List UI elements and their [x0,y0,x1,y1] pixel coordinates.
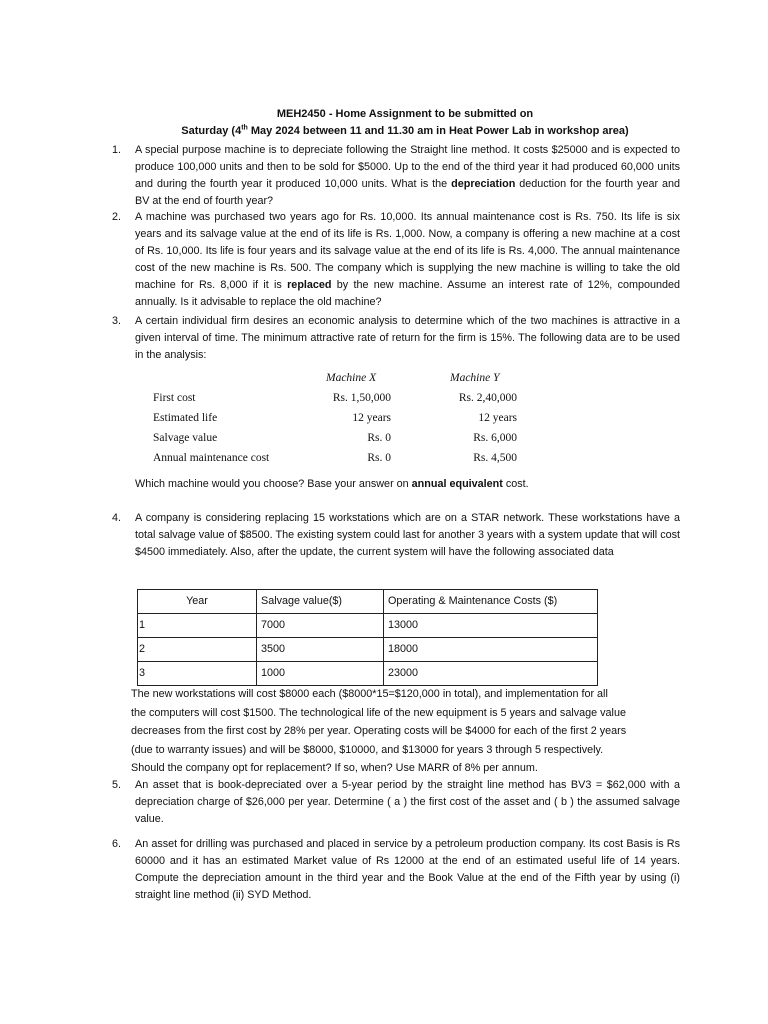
table-header-row [138,590,598,614]
cell-machine-x: Rs. 0 [367,432,391,444]
text-line: decreases from the first cost by 28% per year. Operating costs will be $4000 for each of the first 2 years [131,725,627,737]
table-row [153,390,523,410]
question-number: 4. [112,512,122,524]
question-text [135,209,680,311]
q2-text-b: by the new machine. Assume an interest rate of 12%, compounded annually. Is it advisable to replace the old machine? [135,279,680,308]
table-header-row [153,370,523,390]
cell-om-cost: 13000 [384,614,598,638]
row-label: First cost [153,392,196,404]
q1-bold: depreciation [451,178,516,190]
cell-year: 1 [138,614,257,638]
table-row [153,410,523,430]
workstation-data-table [137,589,598,686]
q3-after-b: cost. [502,478,529,490]
subtitle-sup: th [241,124,248,132]
text-line: the computers will cost $1500. The technological life of the new equipment is 5 years and salvage value [131,706,626,719]
cell-machine-y: Rs. 4,500 [473,452,517,464]
cell-machine-x: 12 years [352,412,391,424]
question-text: A company is considering replacing 15 workstations which are on a STAR network. These workstations have a total salvage value of $8500. The existing system could last for another 3 years with a system update that will cost $4500 immediately. Also, after the update, the current system will have the following associated data [135,512,680,558]
question-text: An asset that is book-depreciated over a 5-year period by the straight line method has BV3 = $62,000 with a depreciation charge of $26,000 per year. Determine ( a ) the first cost of the asset and ( b ) the assumed salvage value. [135,779,680,825]
subtitle-pre: Saturday (4 [181,125,242,137]
question-4-followup [131,685,691,778]
question-text: An asset for drilling was purchased and placed in service by a petroleum production company. Its cost Basis is Rs 60000 and it has an estimated Market value of Rs 12000 at the end of an estimated useful life of 14 years. Compute the depreciation amount in the third year and the Book Value at the end of the Fifth year by using (i) straight line method (ii) SYD Method. [135,838,680,901]
question-text [135,476,680,493]
question-number: 1. [112,144,122,156]
cell-machine-x: Rs. 1,50,000 [332,392,391,404]
machine-comparison-table [153,370,523,470]
cell-year: 3 [138,662,257,686]
q1-text-b: deduction for the fourth year and BV at the end of fourth year? [135,178,680,207]
q2-bold: replaced [287,279,332,291]
question-text: A certain individual firm desires an economic analysis to determine which of the two machines is attractive in a given interval of time. The minimum attractive rate of return for the firm is 15%. The following data are to be used in the analysis: [135,315,680,361]
q2-text-a: A machine was purchased two years ago for Rs. 10,000. Its annual maintenance cost is Rs. 750. Its life is six years and its salvage value at the end of its life is Rs. 1,000. Now, a company is offering a new machine at a cost of Rs. 10,000. Its life is four years and its salvage value at the end of its life is Rs. 4,000. The annual maintenance cost of the new machine is Rs. 500. The company which is supplying the new machine is willing to take the old machine for Rs. 8,000 if it is [135,211,680,291]
col-header-salvage: Salvage value($) [257,590,384,614]
q3-after-bold: annual equivalent [411,478,503,490]
cell-salvage: 7000 [257,614,384,638]
col-header-year: Year [138,590,257,614]
page-subtitle [0,123,768,140]
text-line: The new workstations will cost $8000 each ($8000*15=$120,000 in total), and implementation for all [131,688,608,700]
cell-year: 2 [138,638,257,662]
question-number: 3. [112,315,122,327]
cell-machine-y: Rs. 6,000 [473,432,517,444]
row-label: Estimated life [153,412,218,424]
table-row [138,614,598,638]
subtitle-post: May 2024 between 11 and 11.30 am in Heat Power Lab in workshop area) [247,125,629,137]
table-row [153,430,523,450]
col-header-machine-y: Machine Y [450,372,500,384]
text-line: (due to warranty issues) and will be $8000, $10000, and $13000 for years 3 through 5 respectively. [131,743,604,756]
q3-after-a: Which machine would you choose? Base your answer on [135,478,412,490]
col-header-machine-x: Machine X [326,372,377,384]
cell-salvage: 1000 [257,662,384,686]
table-row [138,662,598,686]
page-title: MEH2450 - Home Assignment to be submitted on [276,108,534,120]
col-header-om-costs: Operating & Maintenance Costs ($) [384,590,598,614]
question-number: 5. [112,779,122,791]
cell-om-cost: 23000 [384,662,598,686]
table-row [138,638,598,662]
question-number: 2. [112,211,122,223]
question-text [135,142,680,210]
cell-salvage: 3500 [257,638,384,662]
cell-om-cost: 18000 [384,638,598,662]
q1-text-a: A special purpose machine is to depreciate following the Straight line method. It costs $25000 and is expected to produce 100,000 units and then to be sold for $5000. Up to the end of the third year it had produced 60,000 units and during the fourth year it produced 10,000 units. What is the [135,144,680,190]
row-label: Salvage value [153,432,218,444]
cell-machine-x: Rs. 0 [367,452,391,464]
cell-machine-y: 12 years [478,412,517,424]
cell-machine-y: Rs. 2,40,000 [458,392,517,404]
row-label: Annual maintenance cost [153,452,270,464]
question-number: 6. [112,838,122,850]
table-row [153,450,523,470]
text-line: Should the company opt for replacement? If so, when? Use MARR of 8% per annum. [131,762,538,774]
